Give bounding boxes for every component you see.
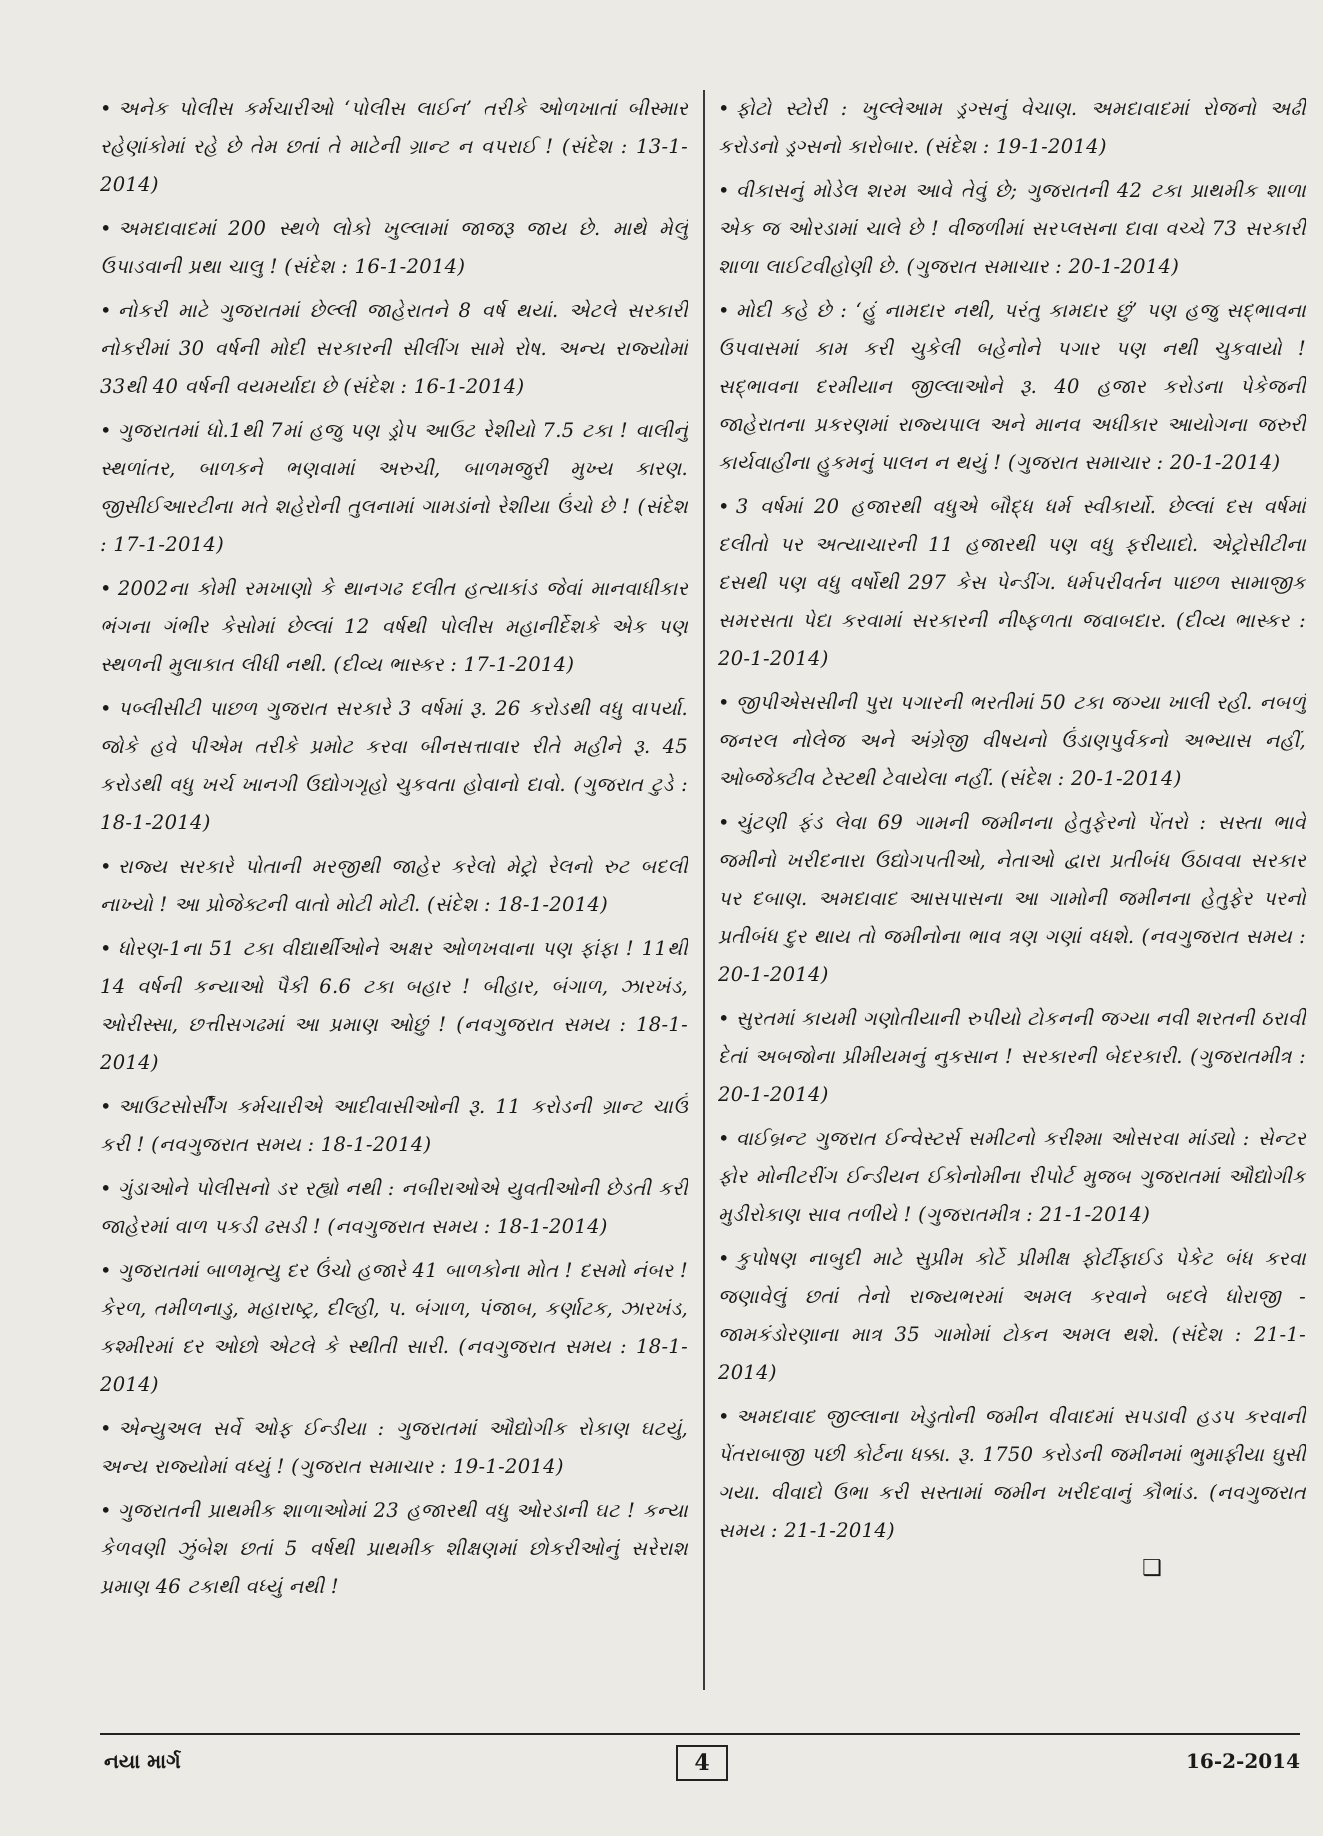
news-item [100,690,688,842]
news-item [718,1240,1306,1392]
news-item [100,1410,688,1486]
news-item-text: ધોરણ-1ના 51 ટકા વીદ્યાર્થીઓને અક્ષર ઓળખવાના પણ ફાંફા ! 11થી 14 વર્ષની કન્યાઓ પૈકી 6.6 ટકા બહાર ! બીહાર, બંગાળ, ઝારખંડ, ઓરીસ્સા, છત્તીસગઢમાં આ પ્રમાણ ઓછું ! (નવગુજરાત સમય : 18-1-2014) [100,937,688,1074]
bullet-icon: • [718,1405,730,1428]
footer-divider [100,1733,1300,1735]
news-item [100,930,688,1082]
news-item-text: નોકરી માટે ગુજરાતમાં છેલ્લી જાહેરાતને 8 વર્ષ થયાં. એટલે સરકારી નોકરીમાં 30 વર્ષની મોદી સરકારની સીલીંગ સામે રોષ. અન્ય રાજ્યોમાં 33થી 40 વર્ષની વયમર્યાદા છે (સંદેશ : 16-1-2014) [100,299,688,398]
news-item-text: આઉટસોર્સીંગ કર્મચારીએ આદીવાસીઓની રૂ. 11 કરોડની ગ્રાન્ટ ચાઉં કરી ! (નવગુજરાત સમય : 18-1-2014) [100,1095,688,1156]
news-item [100,292,688,406]
article-columns [100,90,1306,1695]
end-of-article-icon: ❑ [1142,1556,1162,1581]
news-item-text: ગુજરાતમાં ધો.1થી 7માં હજુ પણ ડ્રોપ આઉટ રેશીયો 7.5 ટકા ! વાલીનું સ્થળાંતર, બાળકને ભણવામાં અરુચી, બાળમજુરી મુખ્ય કારણ. જીસીઈઆરટીના મતે શહેરોની તુલનામાં ગામડાંનો રેશીયા ઉંચો છે ! (સંદેશ : 17-1-2014) [100,419,688,556]
page-number: 4 [676,1745,728,1781]
news-item [100,1492,688,1606]
bullet-icon: • [718,495,730,518]
news-item-text: ચુંટણી ફંડ લેવા 69 ગામની જમીનના હેતુફેરનો પેંતરો : સસ્તા ભાવે જમીનો ખરીદનારા ઉદ્યોગપતીઓ, નેતાઓ દ્વારા પ્રતીબંધ ઉઠાવવા સરકાર પર દબાણ. અમદાવાદ આસપાસના આ ગામોની જમીનના હેતુફેર પરનો પ્રતીબંધ દુર થાય તો જમીનોના ભાવ ત્રણ ગણાં વધશે. (નવગુજરાત સમય : 20-1-2014) [718,811,1306,986]
bullet-icon: • [718,1247,730,1270]
news-item [100,90,688,204]
news-item-text: એન્યુઅલ સર્વે ઓફ ઈન્ડીયા : ગુજરાતમાં ઔદ્યોગીક રોકાણ ઘટયું, અન્ય રાજ્યોમાં વધ્યું ! (ગુજરાત સમાચાર : 19-1-2014) [100,1417,688,1478]
news-item [100,1170,688,1246]
bullet-icon: • [100,697,112,720]
news-item-text: ગુંડાઓને પોલીસનો ડર રહ્યો નથી : નબીરાઓએ યુવતીઓની છેડતી કરી જાહેરમાં વાળ પકડી ઢસડી ! (નવગુજરાત સમય : 18-1-2014) [100,1177,688,1238]
bullet-icon: • [100,937,112,960]
bullet-icon: • [718,299,730,322]
news-item-text: સુરતમાં કાયમી ગણોતીયાની રુપીયો ટોકનની જગ્યા નવી શરતની ઠરાવી દેતાં અબજોના પ્રીમીયમનું નુકસાન ! સરકારની બેદરકારી. (ગુજરાતમીત્ર : 20-1-2014) [718,1007,1306,1106]
news-item-text: અમદાવાદ જીલ્લાના ખેડુતોની જમીન વીવાદમાં સપડાવી હડપ કરવાની પેંતરાબાજી પછી કોર્ટના ધક્કા. રૂ. 1750 કરોડની જમીનમાં ભુમાફીયા ઘુસી ગયા. વીવાદો ઉભા કરી સસ્તામાં જમીન ખરીદવાનું કૌભાંડ. (નવગુજરાત સમય : 21-1-2014) [718,1405,1306,1542]
news-item-text: રાજ્ય સરકારે પોતાની મરજીથી જાહેર કરેલો મેટ્રો રેલનો રુટ બદલી નાખ્યો ! આ પ્રોજેક્ટની વાતો મોટી મોટી. (સંદેશ : 18-1-2014) [100,855,688,916]
news-item [100,848,688,924]
news-item-text: અમદાવાદમાં 200 સ્થળે લોકો ખુલ્લામાં જાજરૂ જાય છે. માથે મેલું ઉપાડવાની પ્રથા ચાલુ ! (સંદેશ : 16-1-2014) [100,217,688,278]
bullet-icon: • [718,179,730,202]
news-item [718,684,1306,798]
news-item-text: કુપોષણ નાબુદી માટે સુપ્રીમ કોર્ટે પ્રીમીક્ષ ફોર્ટીફાઈડ પેકેટ બંધ કરવા જણાવેલું છતાં તેનો રાજ્યભરમાં અમલ કરવાને બદલે ધોરાજી - જામકંડોરણાના માત્ર 35 ગામોમાં ટોકન અમલ થશે. (સંદેશ : 21-1-2014) [718,1247,1306,1384]
news-item-text: 3 વર્ષમાં 20 હજારથી વધુએ બૌદ્ધ ધર્મ સ્વીકાર્યો. છેલ્લાં દસ વર્ષમાં દલીતો પર અત્યાચારની 11 હજારથી પણ વધુ ફરીયાદો. એટ્રોસીટીના દસથી પણ વધુ વર્ષોથી 297 કેસ પેન્ડીંગ. ધર્મપરીવર્તન પાછળ સામાજીક સમરસતા પેદા કરવામાં સરકારની નીષ્ફળતા જવાબદાર. (દીવ્ય ભાસ્કર : 20-1-2014) [718,495,1306,670]
news-item [718,90,1306,166]
news-item [718,172,1306,286]
news-item [100,1252,688,1404]
bullet-icon: • [100,1259,112,1282]
issue-date: 16-2-2014 [1185,1749,1300,1773]
bullet-icon: • [718,97,730,120]
news-item-text: ગુજરાતમાં બાળમૃત્યુ દર ઉંચો હજારે 41 બાળકોના મોત ! દસમો નંબર ! કેરળ, તમીળનાડુ, મહારાષ્ટ્ર, દીલ્હી, પ. બંગાળ, પંજાબ, કર્ણાટક, ઝારખંડ, કશ્મીરમાં દર ઓછો એટલે કે સ્થીતી સારી. (નવગુજરાત સમય : 18-1-2014) [100,1259,688,1396]
news-item-text: ગુજરાતની પ્રાથમીક શાળાઓમાં 23 હજારથી વધુ ઓરડાની ઘટ ! કન્યા કેળવણી ઝુંબેશ છતાં 5 વર્ષથી પ્રાથમીક શીક્ષણમાં છોકરીઓનું સરેરાશ પ્રમાણ 46 ટકાથી વધ્યું નથી ! [100,1499,688,1598]
bullet-icon: • [100,419,112,442]
news-item [718,1000,1306,1114]
bullet-icon: • [718,811,730,834]
news-item [100,210,688,286]
bullet-icon: • [100,1417,112,1440]
news-item-text: વાઈબ્રન્ટ ગુજરાત ઈન્વેસ્ટર્સ સમીટનો કરીશ્મા ઓસરવા માંડ્યો : સેન્ટર ફોર મોનીટરીંગ ઈન્ડીયન ઈકોનોમીના રીપોર્ટ મુજબ ગુજરાતમાં ઔદ્યોગીક મુડીરોકાણ સાવ તળીયે ! (ગુજરાતમીત્ર : 21-1-2014) [718,1127,1306,1226]
bullet-icon: • [718,1127,730,1150]
news-item-text: 2002ના કોમી રમખાણો કે થાનગઢ દલીત હત્યાકાંડ જેવાં માનવાધીકાર ભંગના ગંભીર કેસોમાં છેલ્લાં 12 વર્ષથી પોલીસ મહાનીર્દેશકે એક પણ સ્થળની મુલાકાત લીધી નથી. (દીવ્ય ભાસ્કર : 17-1-2014) [100,577,688,676]
publication-name: નયા માર્ગ [104,1749,181,1773]
news-item-text: અનેક પોલીસ કર્મચારીઓ ‘પોલીસ લાઈન’ તરીકે ઓળખાતાં બીસ્માર રહેણાંકોમાં રહે છે તેમ છતાં તે માટેની ગ્રાન્ટ ન વપરાઈ ! (સંદેશ : 13-1-2014) [100,97,688,196]
news-item [718,292,1306,482]
bullet-icon: • [100,97,112,120]
news-item-text: પબ્લીસીટી પાછળ ગુજરાત સરકારે 3 વર્ષમાં રૂ. 26 કરોડથી વધુ વાપર્યા. જોકે હવે પીએમ તરીકે પ્રમોટ કરવા બીનસત્તાવાર રીતે મહીને રૂ. 45 કરોડથી વધુ ખર્ચ ખાનગી ઉદ્યોગગૃહો ચુકવતા હોવાનો દાવો. (ગુજરાત ટુડે : 18-1-2014) [100,697,688,834]
bullet-icon: • [100,855,112,878]
bullet-icon: • [100,1499,112,1522]
news-item [718,804,1306,994]
bullet-icon: • [100,577,112,600]
news-item-text: જીપીએસસીની પુરા પગારની ભરતીમાં 50 ટકા જગ્યા ખાલી રહી. નબળું જનરલ નોલેજ અને અંગ્રેજી વીષયનો ઉંડાણપુર્વકનો અભ્યાસ નહીં, ઓબ્જેક્ટીવ ટેસ્ટથી ટેવાયેલા નહીં. (સંદેશ : 20-1-2014) [718,691,1306,790]
left-column [100,90,688,1695]
bullet-icon: • [100,1095,112,1118]
bullet-icon: • [718,1007,730,1030]
bullet-icon: • [100,217,112,240]
column-divider [703,90,705,1690]
news-item [100,412,688,564]
news-item-text: ફોટો સ્ટોરી : ખુલ્લેઆમ ડ્રગ્સનું વેચાણ. અમદાવાદમાં રોજનો અઢી કરોડનો ડ્રગ્સનો કારોબાર. (સંદેશ : 19-1-2014) [718,97,1306,158]
page-footer [100,1745,1300,1785]
news-item [718,1398,1306,1550]
bullet-icon: • [718,691,730,714]
right-column [718,90,1306,1695]
news-item [718,488,1306,678]
news-item [100,1088,688,1164]
news-item-text: વીકાસનું મોડેલ શરમ આવે તેવું છે; ગુજરાતની 42 ટકા પ્રાથમીક શાળા એક જ ઓરડામાં ચાલે છે ! વીજળીમાં સરપ્લસના દાવા વચ્ચે 73 સરકારી શાળા લાઈટવીહોણી છે. (ગુજરાત સમાચાર : 20-1-2014) [718,179,1306,278]
news-item [718,1120,1306,1234]
bullet-icon: • [100,1177,112,1200]
news-item [100,570,688,684]
news-item-text: મોદી કહે છે : ‘હું નામદાર નથી, પરંતુ કામદાર છું’ પણ હજુ સદ્ભાવના ઉપવાસમાં કામ કરી ચુકેલી બહેનોને પગાર પણ નથી ચુકવાયો ! સદ્ભાવના દરમીયાન જીલ્લાઓને રૂ. 40 હજાર કરોડના પેકેજની જાહેરાતના પ્રકરણમાં રાજ્યપાલ અને માનવ અધીકાર આયોગના જરુરી કાર્યવાહીના હુકમનું પાલન ન થયું ! (ગુજરાત સમાચાર : 20-1-2014) [718,299,1306,474]
bullet-icon: • [100,299,112,322]
